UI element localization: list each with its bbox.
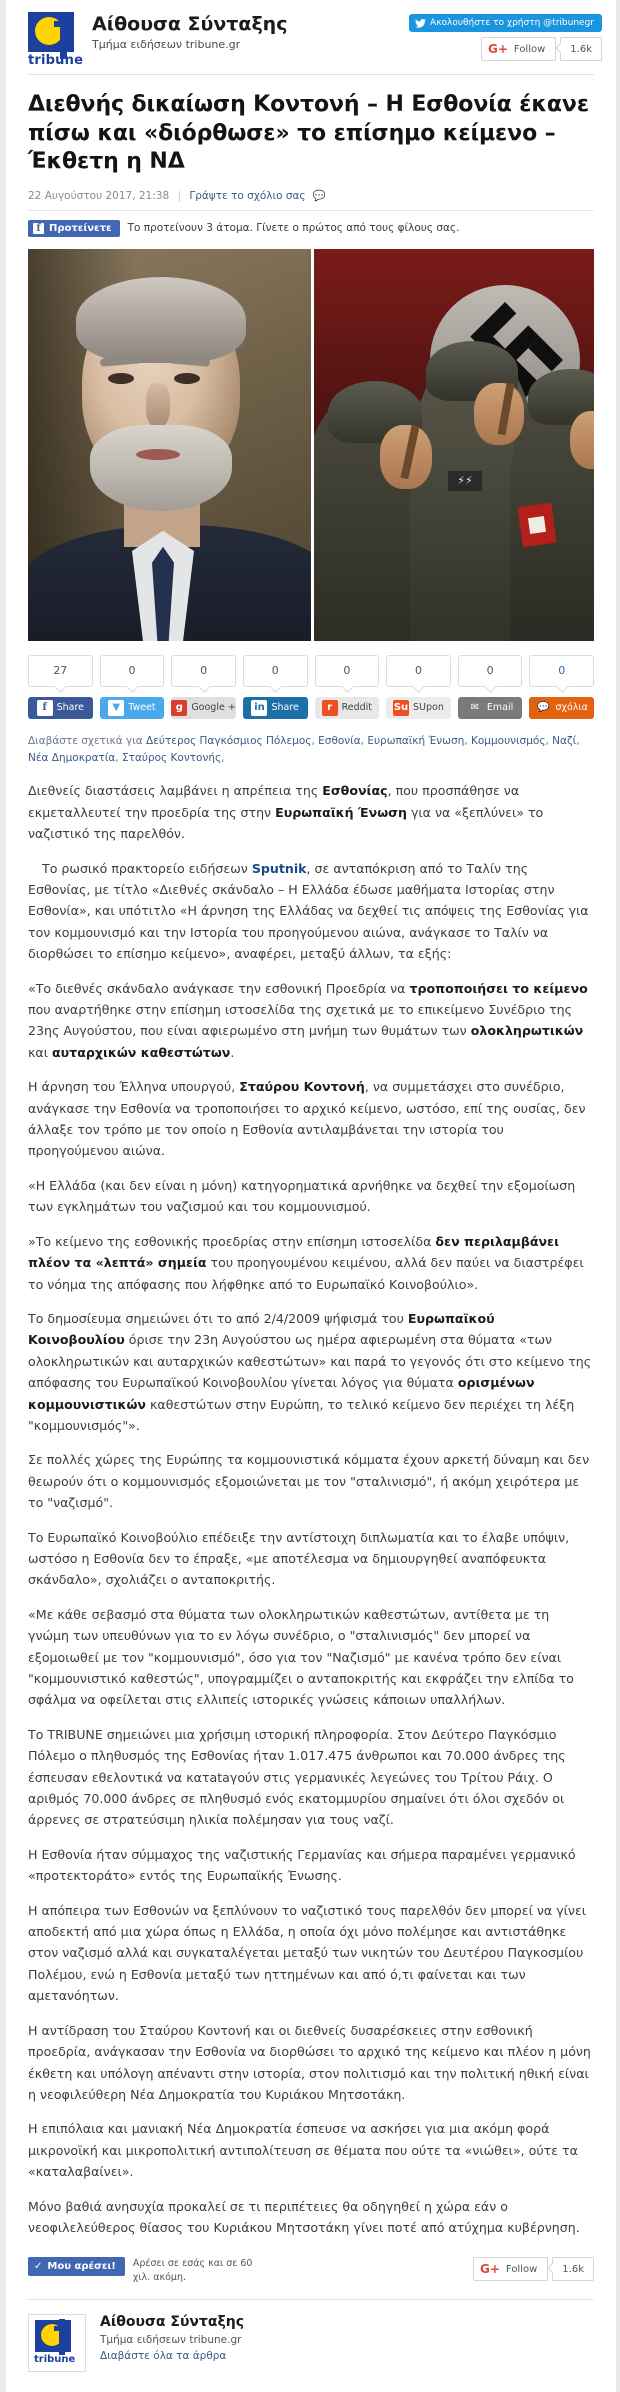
share-count: 27 [28, 655, 93, 687]
share-button-label: Google + [191, 702, 236, 714]
google-follow-label: Follow [513, 43, 546, 55]
text-run: όρισε την 23η Αυγούστου ως ημέρα αφιερωμένη στα θύματα «των ολοκληρωτικών και αυταρχικών καθεστώτων» και παρά το γεγονός ότι στο κείμενο της απόφασης του Ευρωπαϊκού Κοινοβουλίου γίνεται λόγος για θύματα [28, 1332, 592, 1391]
paragraph [28, 780, 594, 844]
text-run-bold: Εσθονίας [322, 783, 388, 799]
googleplus-icon: g [171, 700, 187, 716]
paragraph: «Με κάθε σεβασμό στα θύματα των ολοκληρωτικών καθεστώτων, αντίθετα με τη γνώμη των υπευθύνων για το εν λόγω συνέδριο, ο "σταλινισμός" δεν μπορεί να εξομοιωθεί με τον "κομμουνισμό", όσο για τον "Ναζισμό" με κανένα τρόπο δεν είναι "κομμουνιστικό καθεστώς", υπογραμμίζει ο ανταποκριτής και εκφράζει την ελπίδα το σφάλμα να οφείλεται στις ελλιπείς ιστορικές γνώσεις κάποιων υπαλλήλων. [28, 1606, 574, 1708]
share-count: 0 [243, 655, 308, 687]
brand-title: Αίθουσα Σύνταξης [92, 13, 288, 35]
share-button-comment[interactable] [529, 697, 594, 719]
article-tag[interactable]: Δεύτερος Παγκόσμιος Πόλεμος [146, 734, 312, 747]
publish-date: 22 Αυγούστου 2017, 21:38 [28, 189, 170, 202]
share-button-stumbleupon[interactable] [386, 697, 451, 719]
footer-social-bar [28, 2251, 594, 2299]
paragraph [28, 858, 594, 965]
hero-image-left-portrait [28, 249, 311, 641]
text-run: , που προσπάθησε να εκμεταλλευτεί την προεδρία της στην [28, 783, 520, 820]
stumbleupon-icon: Su [393, 700, 409, 716]
paragraph: «Η Ελλάδα (και δεν είναι η μόνη) κατηγορηματικά αρνήθηκε να δεχθεί την εξομοίωση των εγκλημάτων του ναζισμού και του κομμουνισμού. [28, 1177, 576, 1215]
share-button-row [28, 697, 594, 719]
text-run: και [28, 1044, 52, 1060]
share-bar [28, 641, 594, 719]
article-tag[interactable]: Νέα Δημοκρατία [28, 751, 116, 764]
text-run: που αναρτήθηκε στην επίσημη ιστοσελίδα της σχετικά με το επικείμενο Συνέδριο της 23ης Αυγούστου, που είναι αφιερωμένο στη μνήμη των θυμάτων των [28, 1002, 573, 1039]
text-run-bold: Ευρωπαϊκού Κοινοβουλίου [28, 1310, 495, 1348]
share-count: 0 [171, 655, 236, 687]
share-button-twitter[interactable] [100, 697, 165, 719]
paragraph: Η αντίδραση του Σταύρου Κοντονή και οι διεθνείς δυσαρέσκειες στην εσθονική προεδρία, ανάγκασαν την Εσθονία να διορθώσει το αρχικό της κείμενο και πλέον η μόνη έκθετη και υπόλογη απέναντι στην ιστορία, στον πολιτισμό και την πολιτική ηθική είναι η νεοφιλεύθερη Νέα Δημοκρατία του Κυριάκου Μητσοτάκη. [28, 2022, 591, 2102]
text-run-bold: Σταύρου Κοντονή [239, 1079, 365, 1095]
logo-wordmark: tribune [28, 53, 84, 68]
article-meta [28, 189, 594, 211]
paragraph: Η Εσθονία ήταν σύμμαχος της ναζιστικής Γερμανίας και σήμερα παραμένει γερμανικό «προτεκτοράτο» εντός της Ευρωπαϊκής Ένωσης. [28, 1846, 576, 1884]
paragraph: Η απόπειρα των Εσθονών να ξεπλύνουν το ναζιστικό τους παρελθόν δεν μπορεί να γίνει αποδεκτή από μια χώρα όπως η Ελλάδα, η οποία όχι μόνο πολέμησε και αντιστάθηκε στον ναζισμό αλλά και συγκαταλέγεται μεταξύ των νικητών του Δευτέρου Παγκοσμίου Πολέμου, ενώ η Εσθονία μεταξύ των ηττημένων και από ό,τι φαίνεται και των αμετανόητων. [28, 1902, 587, 2004]
footer-google-follow-group [473, 2257, 594, 2281]
paragraph [28, 1308, 594, 1436]
facebook-icon: f [37, 700, 53, 716]
author-subtitle: Τμήμα ειδήσεων tribune.gr [100, 2333, 242, 2346]
twitter-bird-icon [415, 19, 426, 28]
facebook-like-count-text: Αρέσει σε εσάς και σε 60 χιλ. ακόμη. [132, 2258, 253, 2284]
hero-image-right-illustration [314, 249, 594, 641]
share-button-googleplus[interactable] [171, 697, 236, 719]
share-count: 0 [386, 655, 451, 687]
check-icon: ✓ [34, 2261, 43, 2273]
share-button-linkedin[interactable] [243, 697, 308, 719]
text-run-bold: ορισμένων κομμουνιστικών [28, 1375, 535, 1412]
article-tag[interactable]: Σταύρος Κοντονής [122, 751, 222, 764]
text-run: , σε ανταπόκριση από το Ταλίν της Εσθονίας, με τίτλο «Διεθνές σκάνδαλο – Η Ελλάδα έδωσε μαθήματα Ιστορίας στην Εσθονία», και υπότιτλο «Η άρνηση της Ελλάδας να δεχθεί τις απόψεις της Εσθονίας για τον κομμουνισμό και την Ιστορία του προηγούμενου αιώνα, ανάγκασε το Ταλίν να διορθώσει το επίσημο κείμενο», αναφέρει, μεταξύ άλλων, τα εξής: [28, 860, 589, 962]
share-button-label: Tweet [128, 702, 156, 714]
footer-google-follow-label: Follow [505, 2263, 538, 2275]
share-button-reddit[interactable] [315, 697, 380, 719]
article-tags [28, 733, 594, 767]
google-follower-count: 1.6k [560, 37, 602, 61]
reddit-icon: r [322, 700, 338, 716]
twitter-follow-label: Ακολουθήστε το χρήστη @tribunegr [430, 18, 594, 28]
share-button-label: Reddit [341, 702, 373, 714]
text-run: «Το διεθνές σκάνδαλο ανάγκασε την εσθονική Προεδρία να [28, 980, 410, 996]
twitter-icon: ▼ [108, 700, 124, 716]
speech-bubble-icon[interactable]: 💬 [312, 189, 326, 202]
tribune-logo-icon [28, 12, 82, 66]
share-button-label: Email [486, 702, 514, 714]
googleplus-icon: G+ [480, 2262, 500, 2277]
tag-separator: , [115, 751, 122, 764]
author-card [28, 2299, 594, 2392]
share-count: 0 [315, 655, 380, 687]
linkedin-icon: in [251, 700, 267, 716]
paragraph [28, 1076, 594, 1162]
meta-separator: | [177, 189, 182, 202]
header-social [409, 12, 602, 61]
text-run: Διεθνείς διαστάσεις λαμβάνει η απρέπεια της [28, 783, 323, 799]
paragraph: Μόνο βαθιά ανησυχία προκαλεί σε τι περιπέτειες θα οδηγηθεί η χώρα εάν ο νεοφιλελεύθερος θίασος του Κυριάκου Μητσοτάκη γίνει ποτέ από ατύχημα κυβέρνηση. [28, 2198, 580, 2235]
text-run: για να «ξεπλύνει» το ναζιστικό της παρελθόν. [28, 804, 544, 842]
text-run: , να συμμετάσχει στο συνέδριο, ανάγκασε την Εσθονία να τροποποιήσει το αρχικό κείμενο, ωστόσο, επί της ουσίας, δεν άλλαξε τον τρόπο με τον οποίο η Εσθονία αντιλαμβάνεται την ιστορία του προηγούμενου αιώνα. [28, 1079, 586, 1159]
text-run-bold: τροποποιήσει το κείμενο [409, 980, 588, 996]
footer-google-follow-button[interactable] [473, 2257, 548, 2281]
page-title: Διεθνής δικαίωση Κοντονή – Η Εσθονία έκανε πίσω και «διόρθωσε» το επίσημο κείμενο – Έκθετη η ΝΔ [28, 92, 589, 175]
facebook-like-button[interactable] [28, 2257, 125, 2276]
facebook-like-label: Μου αρέσει! [47, 2261, 116, 2273]
paragraph [28, 978, 594, 1064]
facebook-icon: f [33, 223, 44, 234]
envelope-icon: ✉ [470, 702, 480, 714]
article-tag[interactable]: Εσθονία [318, 734, 361, 747]
share-button-facebook[interactable] [28, 697, 93, 719]
google-follow-group [481, 37, 602, 61]
article-tag[interactable]: Ευρωπαϊκή Ένωση [367, 734, 465, 747]
paragraph: Το Ευρωπαϊκό Κοινοβούλιο επέδειξε την αντίστοιχη διπλωματία και το έλαβε υπόψιν, ωστόσο η Εσθονία δεν το έπραξε, «με αποτέλεσμα να δημιουργηθεί αναπόφευκτα σκάνδαλο», σχολιάζει ο ανταποκριτής. [28, 1529, 570, 1588]
author-logo-wordmark: tribune [34, 2353, 76, 2365]
share-count-row [28, 655, 594, 687]
tag-separator: , [221, 751, 225, 764]
article-tag[interactable]: Ναζί [552, 734, 577, 747]
facebook-recommend-button[interactable] [28, 220, 120, 237]
tag-separator: , [545, 734, 553, 747]
author-name[interactable]: Αίθουσα Σύνταξης [100, 2313, 245, 2330]
twitter-follow-button[interactable] [409, 14, 602, 32]
article-tag[interactable]: Κομμουνισμός [470, 734, 546, 747]
share-count: 0 [529, 655, 594, 687]
text-run-bold: Ευρωπαϊκή Ένωση [275, 804, 407, 820]
text-run-bold: αυταρχικών καθεστώτων [52, 1044, 231, 1060]
paragraph [28, 1231, 594, 1295]
text-run: Το δημοσίευμα σημειώνει ότι το από 2/4/2009 ψήφισμά του [28, 1310, 408, 1326]
tag-separator: , [311, 734, 319, 747]
text-run: Το ρωσικό πρακτορείο ειδήσεων [42, 860, 252, 876]
tag-separator: , [360, 734, 368, 747]
author-logo-icon [28, 2314, 86, 2372]
tag-separator: , [464, 734, 471, 747]
paragraph: Σε πολλές χώρες της Ευρώπης τα κομμουνιστικά κόμματα έχουν αρκετή δύναμη και δεν θεωρούν ότι ο κομμουνισμός εξομοιώνεται με τον "σταλινισμό", ή ακόμη χειρότερα με το "ναζισμό". [28, 1452, 590, 1511]
share-button-label: SUpon [413, 702, 444, 714]
text-run-bold: ολοκληρωτικών [470, 1023, 584, 1039]
footer-google-follower-count: 1.6k [552, 2257, 594, 2281]
facebook-recommend-bar [28, 220, 594, 237]
text-run: Η άρνηση του Έλληνα υπουργού, [28, 1079, 240, 1095]
share-count: 0 [458, 655, 523, 687]
sputnik-link[interactable]: Sputnik [251, 860, 307, 876]
write-comment-link[interactable]: Γράψτε το σχόλιο σας [189, 189, 306, 202]
site-brand[interactable] [28, 12, 287, 66]
tag-separator: , [576, 734, 580, 747]
share-button-label: Share [271, 702, 299, 714]
paragraph: Η επιπόλαια και μανιακή Νέα Δημοκρατία έσπευσε να ασκήσει για μια ακόμη φορά μικρονοϊκή και μικροπολιτική αντιπολίτευση σε θέματα που ούτε τα «νιώθει», ούτε τα «καταλαβαίνει». [28, 2121, 578, 2180]
paragraph: Το TRIBUNE σημειώνει μια χρήσιμη ιστορική πληροφορία. Στον Δεύτερο Παγκόσμιο Πόλεμο ο πληθυσμός της Εσθονίας ήταν 1.017.475 άνθρωποι και 70.000 άνδρες της έσπευσαν εθελοντικά να κατataγούν στις γερμανικές λεγεώνες του Τρίτου Ράιχ. Ο αριθμός 70.000 άνδρες σε πληθυσμό ενός εκατομμυρίου σημαίνει ότι όλοι σχεδόν οι άρρενες σε στρατεύσιμη ηλικία πολέμησαν για τους ναζί. [28, 1726, 566, 1828]
text-run: »Το κείμενο της εσθονικής προεδρίας στην επίσημη ιστοσελίδα [28, 1233, 436, 1249]
google-follow-button[interactable] [481, 37, 556, 61]
comment-icon: 💬 [537, 702, 550, 714]
header-divider [28, 74, 594, 75]
text-run: . [230, 1044, 235, 1060]
tags-prefix: Διαβάστε σχετικά για [28, 734, 147, 747]
facebook-recommend-text: Το προτείνουν 3 άτομα. Γίνετε ο πρώτος από τους φίλους σας. [127, 222, 460, 235]
brand-subtitle: Τμήμα ειδήσεων tribune.gr [92, 37, 241, 51]
googleplus-icon: G+ [488, 42, 508, 56]
article-body [28, 780, 594, 2238]
site-header [6, 0, 616, 72]
share-button-label: σχόλια [555, 702, 588, 714]
article-hero-images [28, 249, 594, 641]
author-all-articles-link[interactable]: Διαβάστε όλα τα άρθρα [100, 2349, 227, 2362]
facebook-recommend-label: Προτείνετε [49, 222, 112, 234]
share-count: 0 [100, 655, 165, 687]
text-run-bold: δεν περιλαμβάνει πλέον τα «λεπτά» σημεία [28, 1233, 559, 1271]
facebook-like-group [28, 2257, 253, 2285]
text-run: καθεστώτων στην Ευρώπη, το τελικό κείμενο δεν περιέχει τη λέξη "κομμουνισμός"». [28, 1396, 575, 1433]
share-button-label: Share [56, 702, 85, 714]
share-button-envelope[interactable] [458, 697, 523, 719]
text-run: του προηγουμένου κειμένου, αλλά δεν παύει να διαστρέφει το νόημα της απόφασης που λήφθηκε από το Ευρωπαϊκό Κοινοβούλιο». [28, 1255, 584, 1292]
